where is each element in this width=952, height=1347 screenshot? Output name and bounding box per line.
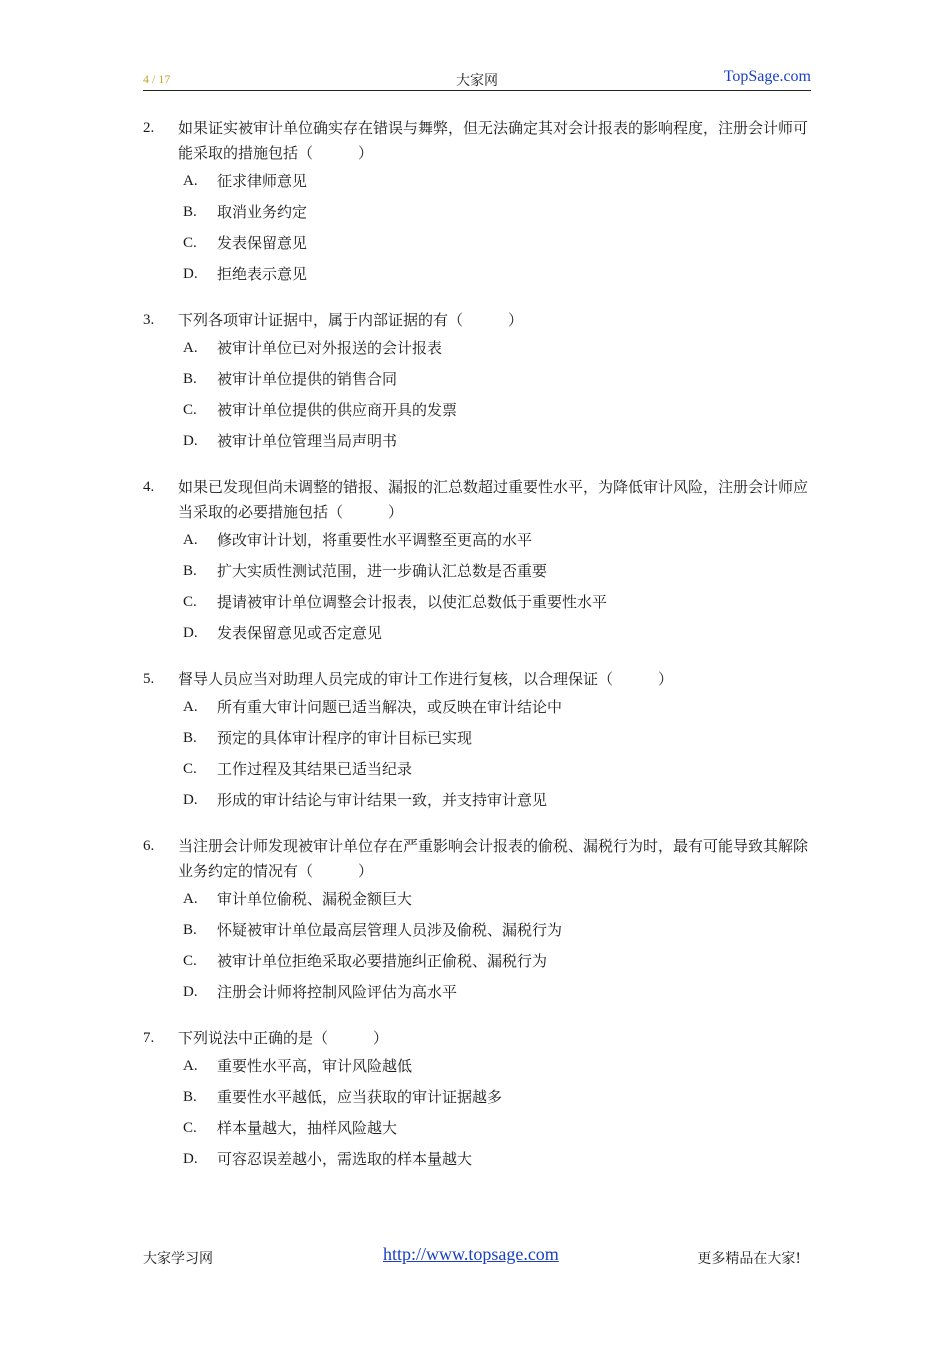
site-brand: TopSage.com: [723, 68, 811, 85]
question-item: [143, 1026, 811, 1175]
option-text: 修改审计计划，将重要性水平调整至更高的水平: [217, 531, 533, 549]
answer-option: [143, 1082, 811, 1113]
answer-option: [143, 364, 811, 395]
answer-option: [143, 618, 811, 649]
option-label: B.: [183, 730, 197, 746]
answer-option: [143, 1144, 811, 1175]
option-text: 所有重大审计问题已适当解决，或反映在审计结论中: [217, 698, 563, 716]
option-label: C.: [183, 953, 197, 969]
option-text: 工作过程及其结果已适当纪录: [217, 760, 413, 778]
question-item: [143, 834, 811, 1008]
answer-option: [143, 1051, 811, 1082]
answer-option: [143, 395, 811, 426]
option-text: 取消业务约定: [217, 203, 308, 221]
option-text: 重要性水平高，审计风险越低: [217, 1057, 413, 1075]
answer-option: [143, 785, 811, 816]
answer-option: [143, 333, 811, 364]
answer-option: [143, 915, 811, 946]
option-text: 拒绝表示意见: [217, 265, 308, 283]
answer-option: [143, 754, 811, 785]
option-label: D.: [183, 984, 198, 1000]
option-label: C.: [183, 235, 197, 251]
option-label: B.: [183, 922, 197, 938]
option-text: 征求律师意见: [217, 172, 308, 190]
option-label: A.: [183, 173, 198, 189]
option-text: 样本量越大，抽样风险越大: [217, 1119, 398, 1137]
question-text: 如果证实被审计单位确实存在错误与舞弊，但无法确定其对会计报表的影响程度，注册会计师可能采取的措施包括（ ）: [178, 119, 809, 162]
option-text: 形成的审计结论与审计结果一致，并支持审计意见: [217, 791, 548, 809]
answer-option: [143, 692, 811, 723]
answer-option: [143, 1113, 811, 1144]
footer-site-name: 大家学习网: [143, 1251, 213, 1267]
question-stem: [143, 667, 811, 692]
option-text: 提请被审计单位调整会计报表，以使汇总数低于重要性水平: [217, 593, 608, 611]
option-label: C.: [183, 594, 197, 610]
option-text: 怀疑被审计单位最高层管理人员涉及偷税、漏税行为: [217, 921, 563, 939]
option-label: C.: [183, 402, 197, 418]
question-text: 下列说法中正确的是（ ）: [178, 1029, 389, 1047]
answer-option: [143, 197, 811, 228]
question-stem: [143, 116, 811, 166]
question-item: [143, 667, 811, 816]
option-label: B.: [183, 371, 197, 387]
page-footer: [143, 1244, 811, 1268]
question-text: 督导人员应当对助理人员完成的审计工作进行复核，以合理保证（ ）: [178, 670, 674, 688]
answer-option: [143, 166, 811, 197]
option-label: D.: [183, 625, 198, 641]
option-label: A.: [183, 699, 198, 715]
option-label: B.: [183, 204, 197, 220]
question-number: 2.: [143, 120, 155, 136]
answer-option: [143, 977, 811, 1008]
question-text: 当注册会计师发现被审计单位存在严重影响会计报表的偷税、漏税行为时，最有可能导致其解除业务约定的情况有（ ）: [178, 837, 809, 880]
option-label: A.: [183, 1058, 198, 1074]
option-label: D.: [183, 1151, 198, 1167]
question-item: [143, 475, 811, 649]
answer-option: [143, 723, 811, 754]
answer-option: [143, 556, 811, 587]
footer-slogan: 更多精品在大家!: [697, 1251, 801, 1267]
question-stem: [143, 308, 811, 333]
option-text: 被审计单位拒绝采取必要措施纠正偷税、漏税行为: [217, 952, 548, 970]
option-label: D.: [183, 792, 198, 808]
answer-option: [143, 946, 811, 977]
option-text: 发表保留意见: [217, 234, 308, 252]
option-label: A.: [183, 340, 198, 356]
option-label: B.: [183, 1089, 197, 1105]
page-number: 4 / 17: [143, 72, 171, 86]
site-name: 大家网: [456, 73, 498, 89]
question-list: [143, 116, 811, 1193]
page-header: [143, 68, 811, 91]
option-text: 被审计单位已对外报送的会计报表: [217, 339, 443, 357]
option-label: A.: [183, 532, 198, 548]
question-item: [143, 308, 811, 457]
option-text: 被审计单位管理当局声明书: [217, 432, 398, 450]
question-text: 如果已发现但尚未调整的错报、漏报的汇总数超过重要性水平，为降低审计风险，注册会计师应当采取的必要措施包括（ ）: [178, 478, 809, 521]
question-item: [143, 116, 811, 290]
option-text: 被审计单位提供的供应商开具的发票: [217, 401, 458, 419]
answer-option: [143, 587, 811, 618]
option-label: C.: [183, 761, 197, 777]
question-number: 5.: [143, 671, 155, 687]
option-text: 扩大实质性测试范围，进一步确认汇总数是否重要: [217, 562, 548, 580]
question-number: 7.: [143, 1030, 155, 1046]
question-number: 3.: [143, 312, 155, 328]
question-stem: [143, 1026, 811, 1051]
option-label: B.: [183, 563, 197, 579]
option-label: A.: [183, 891, 198, 907]
option-text: 可容忍误差越小，需选取的样本量越大: [217, 1150, 473, 1168]
footer-link[interactable]: http://www.topsage.com: [383, 1244, 559, 1264]
question-number: 4.: [143, 479, 155, 495]
question-number: 6.: [143, 838, 155, 854]
answer-option: [143, 525, 811, 556]
answer-option: [143, 426, 811, 457]
question-text: 下列各项审计证据中，属于内部证据的有（ ）: [178, 311, 524, 329]
option-label: D.: [183, 433, 198, 449]
option-text: 预定的具体审计程序的审计目标已实现: [217, 729, 473, 747]
option-text: 被审计单位提供的销售合同: [217, 370, 398, 388]
answer-option: [143, 259, 811, 290]
option-label: D.: [183, 266, 198, 282]
answer-option: [143, 228, 811, 259]
answer-option: [143, 884, 811, 915]
question-stem: [143, 475, 811, 525]
option-label: C.: [183, 1120, 197, 1136]
option-text: 重要性水平越低，应当获取的审计证据越多: [217, 1088, 503, 1106]
option-text: 发表保留意见或否定意见: [217, 624, 383, 642]
option-text: 注册会计师将控制风险评估为高水平: [217, 983, 458, 1001]
option-text: 审计单位偷税、漏税金额巨大: [217, 890, 413, 908]
question-stem: [143, 834, 811, 884]
